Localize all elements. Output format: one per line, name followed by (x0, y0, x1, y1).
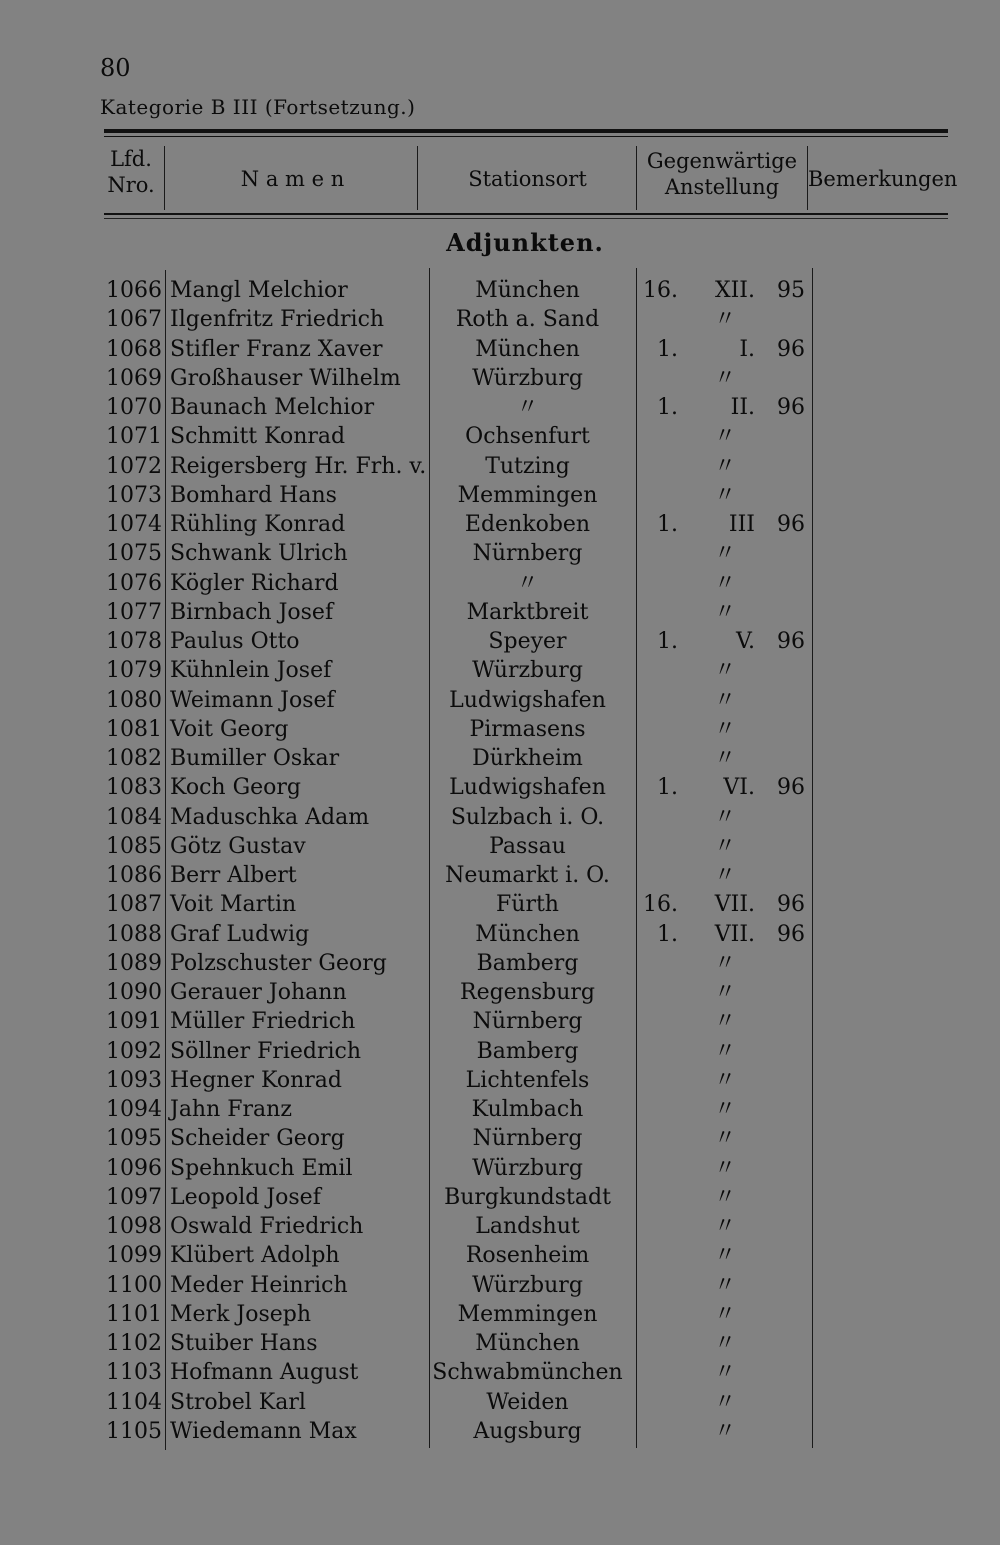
row-station: Kulmbach (471, 1097, 584, 1122)
row-number: 1072 (106, 453, 162, 479)
row-day: 1. (657, 336, 678, 362)
row-name: Baunach Melchior (170, 395, 375, 420)
row-number: 1079 (106, 658, 162, 684)
row-day: 1. (657, 921, 678, 947)
table-row (0, 627, 1000, 656)
row-ditto-mark: 〃 (713, 1272, 736, 1298)
row-number: 1067 (106, 307, 162, 333)
row-number: 1092 (106, 1038, 162, 1064)
row-month: V. (735, 629, 755, 654)
row-name: Müller Friedrich (170, 1009, 356, 1035)
row-month: VII. (714, 921, 755, 947)
row-number: 1099 (106, 1243, 162, 1269)
top-rule (104, 129, 948, 133)
row-name: Schmitt Konrad (170, 424, 346, 450)
row-number: 1095 (106, 1126, 162, 1152)
table-row (0, 598, 1000, 627)
row-name: Rühling Konrad (170, 512, 346, 537)
row-name: Polzschuster Georg (170, 950, 387, 976)
row-day: 16. (643, 278, 678, 303)
top-rule-thin (104, 136, 948, 137)
row-station: Ludwigshafen (449, 775, 606, 801)
row-ditto-mark: 〃 (713, 687, 736, 713)
row-year: 96 (777, 775, 805, 801)
row-number: 1097 (106, 1184, 162, 1210)
row-ditto-mark: 〃 (713, 482, 736, 508)
row-number: 1087 (106, 892, 162, 918)
row-number: 1071 (106, 424, 162, 450)
row-number: 1094 (106, 1097, 162, 1122)
row-name: Weimann Josef (170, 687, 335, 713)
row-station: Ludwigshafen (449, 687, 606, 713)
row-name: Gerauer Johann (170, 980, 347, 1005)
row-number: 1070 (106, 395, 162, 420)
row-station: Edenkoben (464, 512, 591, 537)
header-nr-bottom: Nro. (107, 173, 155, 197)
row-station: Augsburg (473, 1418, 582, 1444)
row-station: Pirmasens (469, 716, 586, 742)
row-ditto-mark: 〃 (713, 365, 736, 391)
row-station: Würzburg (472, 365, 583, 391)
row-station: München (475, 278, 580, 303)
row-year: 96 (777, 512, 805, 537)
row-month: XII. (714, 278, 755, 303)
row-day: 16. (643, 892, 678, 918)
row-year: 96 (777, 336, 805, 362)
row-name: Klübert Adolph (170, 1243, 340, 1269)
row-station: Fürth (496, 892, 559, 918)
row-station: Regensburg (460, 980, 595, 1005)
row-station: Tutzing (485, 453, 570, 479)
table-row (0, 1358, 1000, 1387)
row-name: Scheider Georg (170, 1126, 345, 1152)
table-row (0, 393, 1000, 422)
row-name: Mangl Melchior (170, 278, 348, 303)
header-divider-1 (164, 146, 165, 210)
row-number: 1077 (106, 599, 162, 625)
row-number: 1081 (106, 716, 162, 742)
row-month: III (728, 512, 755, 537)
row-ditto-mark: 〃 (713, 599, 736, 625)
table-row (0, 890, 1000, 919)
row-station: 〃 (516, 570, 539, 596)
row-ditto-mark: 〃 (713, 804, 736, 830)
row-name: Voit Georg (170, 716, 289, 742)
row-ditto-mark: 〃 (713, 541, 736, 567)
table-row (0, 1417, 1000, 1446)
row-station: Nürnberg (472, 1126, 583, 1152)
category-heading: Kategorie B III (Fortsetzung.) (100, 95, 416, 119)
row-number: 1083 (106, 775, 162, 801)
row-name: Bomhard Hans (170, 482, 337, 508)
row-number: 1084 (106, 804, 162, 830)
row-ditto-mark: 〃 (713, 863, 736, 888)
row-number: 1098 (106, 1214, 162, 1239)
row-year: 96 (777, 395, 805, 420)
row-name: Birnbach Josef (170, 599, 334, 625)
row-name: Merk Joseph (170, 1301, 312, 1327)
header-anstellung-top: Gegenwärtige (646, 149, 798, 173)
row-year: 95 (777, 278, 805, 303)
table-row (0, 803, 1000, 832)
row-name: Paulus Otto (170, 629, 300, 654)
row-number: 1093 (106, 1067, 162, 1093)
row-name: Maduschka Adam (170, 804, 370, 830)
table-row (0, 1124, 1000, 1153)
row-ditto-mark: 〃 (713, 1214, 736, 1239)
table-row (0, 978, 1000, 1007)
row-number: 1096 (106, 1155, 162, 1181)
page-number: 80 (100, 54, 131, 82)
row-station: Burgkundstadt (444, 1184, 611, 1210)
row-station: Dürkheim (472, 746, 583, 771)
table-row (0, 744, 1000, 773)
table-row (0, 510, 1000, 539)
row-station: Sulzbach i. O. (450, 804, 605, 830)
table-row (0, 481, 1000, 510)
row-name: Oswald Friedrich (170, 1214, 364, 1239)
row-number: 1080 (106, 687, 162, 713)
row-name: Meder Heinrich (170, 1272, 348, 1298)
row-station: Ochsenfurt (465, 424, 590, 450)
table-row (0, 656, 1000, 685)
table-row (0, 1183, 1000, 1212)
row-number: 1066 (106, 278, 162, 303)
row-day: 1. (657, 395, 678, 420)
row-number: 1104 (106, 1389, 162, 1415)
row-day: 1. (657, 512, 678, 537)
row-ditto-mark: 〃 (713, 570, 736, 596)
table-row (0, 1066, 1000, 1095)
table-row (0, 364, 1000, 393)
table-row (0, 715, 1000, 744)
row-station: Würzburg (472, 1272, 583, 1298)
row-month: VI. (723, 775, 755, 801)
row-number: 1086 (106, 863, 162, 888)
header-rule (104, 213, 948, 215)
table-row (0, 569, 1000, 598)
row-name: Jahn Franz (170, 1097, 292, 1122)
row-ditto-mark: 〃 (713, 950, 736, 976)
table-row (0, 1388, 1000, 1417)
row-station: Nürnberg (472, 541, 583, 567)
table-row (0, 861, 1000, 890)
table-row (0, 832, 1000, 861)
row-day: 1. (657, 775, 678, 801)
row-station: 〃 (516, 395, 539, 420)
table-row (0, 920, 1000, 949)
row-number: 1105 (106, 1418, 162, 1444)
row-name: Großhauser Wilhelm (170, 365, 401, 391)
section-title: Adjunkten. (446, 228, 604, 257)
row-station: Bamberg (476, 1038, 579, 1064)
table-row (0, 539, 1000, 568)
table-row (0, 1241, 1000, 1270)
row-station: Roth a. Sand (455, 307, 600, 333)
row-number: 1103 (106, 1360, 162, 1386)
header-divider-2 (417, 146, 418, 210)
row-name: Voit Martin (170, 892, 297, 918)
row-number: 1091 (106, 1009, 162, 1035)
row-station: Weiden (486, 1389, 569, 1415)
row-ditto-mark: 〃 (713, 1360, 736, 1386)
row-station: Landshut (475, 1214, 580, 1239)
table-row (0, 1271, 1000, 1300)
row-name: Götz Gustav (170, 833, 306, 859)
table-row (0, 1154, 1000, 1183)
row-day: 1. (657, 629, 678, 654)
row-name: Kögler Richard (170, 570, 339, 596)
row-ditto-mark: 〃 (713, 1331, 736, 1356)
row-ditto-mark: 〃 (713, 1418, 736, 1444)
table-row (0, 452, 1000, 481)
row-number: 1073 (106, 482, 162, 508)
row-month: VII. (714, 892, 755, 918)
row-name: Schwank Ulrich (170, 541, 348, 567)
row-name: Koch Georg (170, 775, 302, 801)
row-station: Lichtenfels (465, 1067, 590, 1093)
row-ditto-mark: 〃 (713, 1009, 736, 1035)
row-name: Söllner Friedrich (170, 1038, 362, 1064)
table-row (0, 1329, 1000, 1358)
row-number: 1101 (106, 1301, 162, 1327)
row-station: Memmingen (457, 1301, 598, 1327)
row-number: 1102 (106, 1331, 162, 1356)
row-name: Hegner Konrad (170, 1067, 342, 1093)
row-ditto-mark: 〃 (713, 424, 736, 450)
row-ditto-mark: 〃 (713, 1243, 736, 1269)
header-ort: Stationsort (468, 167, 587, 191)
row-ditto-mark: 〃 (713, 1301, 736, 1327)
row-name: Spehnkuch Emil (170, 1155, 353, 1181)
row-month: II. (730, 395, 755, 420)
row-station: Würzburg (472, 1155, 583, 1181)
row-station: München (475, 921, 580, 947)
row-name: Ilgenfritz Friedrich (170, 307, 385, 333)
row-station: Neumarkt i. O. (445, 863, 610, 888)
row-number: 1068 (106, 336, 162, 362)
row-ditto-mark: 〃 (713, 1097, 736, 1122)
header-anstellung-bottom: Anstellung (664, 175, 780, 199)
table-row (0, 1037, 1000, 1066)
row-ditto-mark: 〃 (713, 1067, 736, 1093)
row-name: Stuiber Hans (170, 1331, 318, 1356)
row-station: Speyer (488, 629, 567, 654)
header-nr-top: Lfd. (110, 147, 152, 171)
table-row (0, 1007, 1000, 1036)
header-name: N a m e n (240, 167, 345, 191)
header-divider-3 (636, 146, 637, 210)
table-row (0, 305, 1000, 334)
row-station: Marktbreit (466, 599, 589, 625)
row-name: Berr Albert (170, 863, 297, 888)
row-station: Rosenheim (465, 1243, 590, 1269)
row-ditto-mark: 〃 (713, 1184, 736, 1210)
row-year: 96 (777, 892, 805, 918)
row-ditto-mark: 〃 (713, 307, 736, 333)
row-number: 1078 (106, 629, 162, 654)
header-bemerkungen: Bemerkungen (808, 167, 958, 191)
row-name: Graf Ludwig (170, 921, 310, 947)
row-ditto-mark: 〃 (713, 453, 736, 479)
header-nr (100, 146, 162, 198)
row-number: 1069 (106, 365, 162, 391)
row-name: Bumiller Oskar (170, 746, 340, 771)
row-name: Wiedemann Max (170, 1418, 357, 1444)
row-name: Stifler Franz Xaver (170, 336, 383, 362)
row-number: 1082 (106, 746, 162, 771)
row-number: 1085 (106, 833, 162, 859)
row-name: Kühnlein Josef (170, 658, 332, 684)
table-row (0, 335, 1000, 364)
table-row (0, 276, 1000, 305)
header-rule-thin (104, 218, 948, 219)
row-ditto-mark: 〃 (713, 1038, 736, 1064)
row-ditto-mark: 〃 (713, 1155, 736, 1181)
row-station: Würzburg (472, 658, 583, 684)
table-row (0, 1300, 1000, 1329)
row-name: Strobel Karl (170, 1389, 306, 1415)
row-station: München (475, 336, 580, 362)
row-year: 96 (777, 921, 805, 947)
row-number: 1074 (106, 512, 162, 537)
row-ditto-mark: 〃 (713, 716, 736, 742)
row-year: 96 (777, 629, 805, 654)
row-ditto-mark: 〃 (713, 980, 736, 1005)
header-anstellung (638, 148, 806, 200)
header-divider-4 (807, 146, 808, 210)
row-name: Leopold Josef (170, 1184, 321, 1210)
row-number: 1090 (106, 980, 162, 1005)
row-station: Passau (489, 833, 566, 859)
row-number: 1075 (106, 541, 162, 567)
row-station: München (475, 1331, 580, 1356)
row-station: Memmingen (457, 482, 598, 508)
row-station: Bamberg (476, 950, 579, 976)
row-ditto-mark: 〃 (713, 833, 736, 859)
row-name: Hofmann August (170, 1360, 359, 1386)
table-row (0, 1212, 1000, 1241)
row-name: Reigersberg Hr. Frh. v. (170, 453, 427, 479)
row-number: 1088 (106, 921, 162, 947)
row-station: Schwabmünchen (432, 1360, 623, 1386)
row-station: Nürnberg (472, 1009, 583, 1035)
table-row (0, 422, 1000, 451)
row-ditto-mark: 〃 (713, 1126, 736, 1152)
row-number: 1076 (106, 570, 162, 596)
row-ditto-mark: 〃 (713, 658, 736, 684)
table-row (0, 1095, 1000, 1124)
row-number: 1089 (106, 950, 162, 976)
table-row (0, 773, 1000, 802)
table-row (0, 686, 1000, 715)
row-ditto-mark: 〃 (713, 746, 736, 771)
row-ditto-mark: 〃 (713, 1389, 736, 1415)
table-row (0, 949, 1000, 978)
row-month: I. (739, 336, 755, 362)
row-number: 1100 (106, 1272, 162, 1298)
